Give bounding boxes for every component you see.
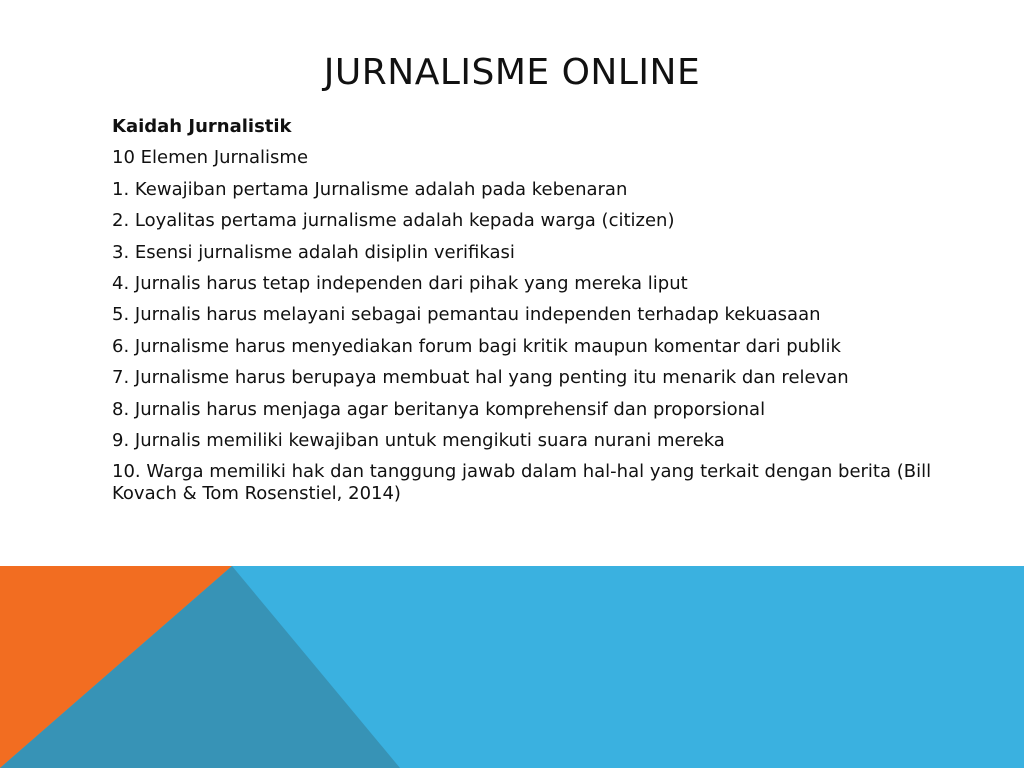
- content-line: 6. Jurnalisme harus menyediakan forum bagi kritik maupun komentar dari publik: [112, 335, 841, 357]
- content-line: Kaidah Jurnalistik: [112, 116, 292, 137]
- content-line: 8. Jurnalis harus menjaga agar beritanya komprehensif dan proporsional: [112, 398, 766, 420]
- content-line: 5. Jurnalis harus melayani sebagai pemantau independen terhadap kekuasaan: [112, 304, 821, 326]
- slide-content: [112, 116, 952, 514]
- content-line: 1. Kewajiban pertama Jurnalisme adalah pada kebenaran: [112, 178, 628, 200]
- content-line: 10. Warga memiliki hak dan tanggung jawab dalam hal-hal yang terkait dengan berita (Bill Kovach & Tom Rosenstiel, 2014): [112, 461, 932, 504]
- slide-title: JURNALISME ONLINE: [323, 52, 701, 93]
- content-line: 3. Esensi jurnalisme adalah disiplin verifikasi: [112, 241, 515, 263]
- content-line: 7. Jurnalisme harus berupaya membuat hal yang penting itu menarik dan relevan: [112, 367, 849, 389]
- decorative-footer-shapes: [0, 566, 1024, 768]
- content-line: 4. Jurnalis harus tetap independen dari pihak yang mereka liput: [112, 272, 688, 294]
- content-line: 9. Jurnalis memiliki kewajiban untuk mengikuti suara nurani mereka: [112, 429, 725, 451]
- content-line: 2. Loyalitas pertama jurnalisme adalah kepada warga (citizen): [112, 210, 675, 232]
- content-line: 10 Elemen Jurnalisme: [112, 147, 309, 169]
